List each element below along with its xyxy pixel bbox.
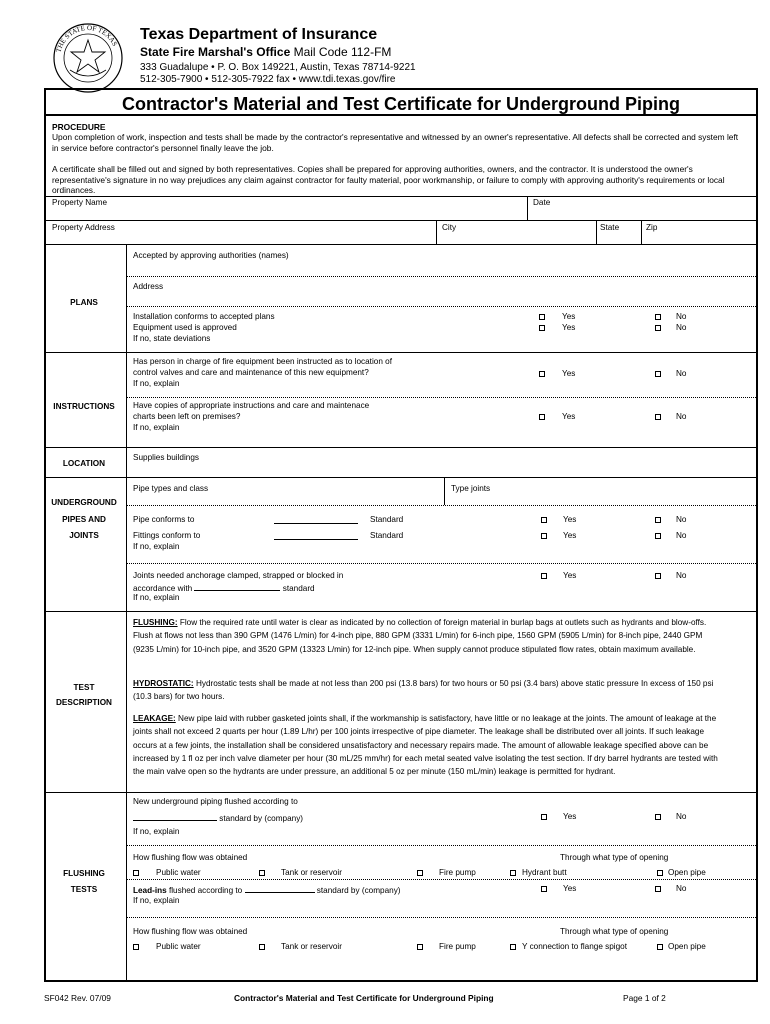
test-label: TEST: [73, 683, 95, 692]
no-label: No: [676, 531, 687, 540]
hydrant-butt-checkbox[interactable]: [510, 870, 516, 876]
open-pipe-label: Open pipe: [668, 868, 706, 877]
how-obtained-label: How flushing flow was obtained: [133, 853, 248, 862]
public-water-label: Public water: [156, 868, 201, 877]
yes-label: Yes: [563, 515, 577, 524]
pipe-types-field[interactable]: Pipe types and class: [133, 484, 209, 493]
hydrant-butt-label: Hydrant butt: [522, 868, 567, 877]
leadins-explain-field[interactable]: If no, explain: [133, 896, 180, 905]
pipe-conforms-yes-checkbox[interactable]: [541, 517, 547, 523]
standard-label: Standard: [370, 531, 404, 540]
fire-pump-label: Fire pump: [439, 868, 476, 877]
state-field[interactable]: State: [600, 223, 620, 232]
leakage-description: LEAKAGE: New pipe laid with rubber gasketed joints shall, if the workmanship is satisfactory, have little or no leakage at the joints. The amount of leakage at the joints shall not exceed 2 quarts per hour (1.89 L/hr) per 100 joints irrespective of pipe diameter. The leakage shall be distributed over all joints. If such leakage occurs at a few joints, the installation shall be considered unsatisfactory and necessary repairs made. The amount of allowable leakage specified above can be increased by 1 fl oz per inch valve diameter per hour (30 mL/25 mm/hr) for each metal seated valve isolating the test section. If dry barrel hydrants are tested with the main valve open so the hydrants are under pressure, an additional 5 oz per minute (150 mL/min) leakage is permitted for hydrant.: [133, 714, 718, 777]
state-deviations-label[interactable]: If no, state deviations: [133, 334, 211, 343]
flushing-label: FLUSHING: [63, 869, 105, 878]
underground-label: UNDERGROUND: [51, 498, 117, 507]
equipment-yes-checkbox[interactable]: [539, 325, 545, 331]
flushing-description: FLUSHING: Flow the required rate until water is clear as indicated by no collection of foreign material in burlap bags at outlets such as hydrants and blow-offs. Flush at flows not less than 390 GPM (1476 L/min) for 4-inch pipe, 880 GPM (3331 L/min) for 6-inch pipe, 1560 GPM (5905 L/min) for 8-inch pipe, 2440 GPM (9235 L/min) for 10-inch pipe, and 3520 GPM (13323 L/min) for 12-inch pipe. When supply cannot produce stipulated flow rates, obtain maximum available.: [133, 618, 707, 654]
zip-field[interactable]: Zip: [646, 223, 658, 232]
no-label: No: [676, 515, 687, 524]
texas-seal-icon: [52, 22, 124, 94]
plans-address-field[interactable]: Address: [133, 282, 164, 291]
description-label: DESCRIPTION: [56, 698, 112, 707]
tests-label: TESTS: [70, 885, 98, 894]
public-water-checkbox[interactable]: [133, 870, 139, 876]
flushed-standard-line: standard by (company): [133, 812, 303, 823]
conforms-no-checkbox[interactable]: [655, 314, 661, 320]
location-label: LOCATION: [62, 459, 106, 468]
plans-label: PLANS: [70, 298, 98, 307]
public-water-checkbox-2[interactable]: [133, 944, 139, 950]
tank-reservoir-checkbox-2[interactable]: [259, 944, 265, 950]
no-label: No: [676, 312, 687, 321]
no-label: No: [676, 412, 687, 421]
through-opening-label-2: Through what type of opening: [560, 927, 669, 936]
open-pipe-checkbox[interactable]: [657, 870, 663, 876]
instructed-yes-checkbox[interactable]: [539, 371, 545, 377]
no-label: No: [676, 369, 687, 378]
address-line: 333 Guadalupe • P. O. Box 149221, Austin, Texas 78714-9221: [140, 62, 416, 73]
joints-explain-field[interactable]: If no, explain: [133, 593, 180, 602]
hydrostatic-description: HYDROSTATIC: Hydrostatic tests shall be made at not less than 200 psi (13.8 bars) for two hours or 50 psi (3.4 bars) above static pressure In excess of 150 psi (10.3 bars) for two hours.: [133, 679, 714, 702]
no-label: No: [676, 571, 687, 580]
leadins-line: Lead-ins flushed according to standard by (company): [133, 886, 401, 895]
yes-label: Yes: [563, 531, 577, 540]
procedure-paragraph-1: Upon completion of work, inspection and tests shall be made by the contractor's representative and witnessed by an owner's representative. All defects shall be corrected and system left in service before contractor's personnel finally leave the job.: [52, 132, 739, 153]
public-water-label-2: Public water: [156, 942, 201, 951]
yes-label: Yes: [562, 369, 576, 378]
property-address-field[interactable]: Property Address: [52, 223, 115, 232]
form-id: SF042 Rev. 07/09: [44, 993, 111, 1003]
charts-yes-checkbox[interactable]: [539, 414, 545, 420]
joints-no-checkbox[interactable]: [655, 573, 661, 579]
pipe-conforms-label: Pipe conforms to: [133, 515, 195, 524]
tank-reservoir-label: Tank or reservoir: [281, 868, 342, 877]
date-field[interactable]: Date: [533, 198, 551, 207]
office-line: State Fire Marshal's Office Mail Code 112-FM: [140, 45, 392, 59]
accordance-line: accordance with standard: [133, 584, 315, 593]
open-pipe-label-2: Open pipe: [668, 942, 706, 951]
pipes-and-label: PIPES AND: [62, 515, 106, 524]
yes-label: Yes: [562, 312, 576, 321]
fire-pump-label-2: Fire pump: [439, 942, 476, 951]
footer-title: Contractor's Material and Test Certificate for Underground Piping: [234, 993, 494, 1003]
procedure-heading: PROCEDURE: [52, 122, 106, 132]
through-opening-label: Through what type of opening: [560, 853, 669, 862]
fittings-conform-label: Fittings conform to: [133, 531, 201, 540]
fittings-yes-checkbox[interactable]: [541, 533, 547, 539]
pipe-conforms-no-checkbox[interactable]: [655, 517, 661, 523]
instructions-label: INSTRUCTIONS: [53, 402, 115, 411]
no-label: No: [676, 812, 687, 821]
yes-label: Yes: [563, 812, 577, 821]
accepted-by-field[interactable]: Accepted by approving authorities (names): [133, 251, 289, 260]
equipment-approved-label: Equipment used is approved: [133, 323, 237, 332]
instruction-explain-1[interactable]: If no, explain: [133, 379, 180, 388]
no-label: No: [676, 884, 687, 893]
instruction-question-1a: Has person in charge of fire equipment been instructed as to location of: [133, 357, 392, 366]
fire-pump-checkbox[interactable]: [417, 870, 423, 876]
leadins-yes-checkbox[interactable]: [541, 886, 547, 892]
svg-text:THE STATE OF TEXAS: THE STATE OF TEXAS: [54, 23, 119, 54]
city-field[interactable]: City: [442, 223, 457, 232]
pipe-conforms-input[interactable]: [274, 523, 358, 524]
yes-label: Yes: [562, 412, 576, 421]
property-name-field[interactable]: Property Name: [52, 198, 108, 207]
joints-label: JOINTS: [69, 531, 99, 540]
supplies-buildings-field[interactable]: Supplies buildings: [133, 453, 199, 462]
department-name: Texas Department of Insurance: [140, 26, 378, 43]
tank-reservoir-label-2: Tank or reservoir: [281, 942, 342, 951]
instructed-no-checkbox[interactable]: [655, 371, 661, 377]
fittings-conform-input[interactable]: [274, 539, 358, 540]
conforms-yes-checkbox[interactable]: [539, 314, 545, 320]
type-joints-field[interactable]: Type joints: [451, 484, 491, 493]
flushed-yes-checkbox[interactable]: [541, 814, 547, 820]
contact-line: 512-305-7900 • 512-305-7922 fax • www.tdi.texas.gov/fire: [140, 74, 396, 85]
yes-label: Yes: [563, 571, 577, 580]
flushed-no-checkbox[interactable]: [655, 814, 661, 820]
y-connection-checkbox[interactable]: [510, 944, 516, 950]
flushed-standard-input[interactable]: [133, 812, 217, 821]
fittings-explain-field[interactable]: If no, explain: [133, 542, 180, 551]
fittings-no-checkbox[interactable]: [655, 533, 661, 539]
open-pipe-checkbox-2[interactable]: [657, 944, 663, 950]
how-obtained-label-2: How flushing flow was obtained: [133, 927, 248, 936]
installation-conforms-label: Installation conforms to accepted plans: [133, 312, 275, 321]
instruction-question-2b: charts been left on premises?: [133, 412, 241, 421]
leadins-no-checkbox[interactable]: [655, 886, 661, 892]
equipment-no-checkbox[interactable]: [655, 325, 661, 331]
no-label: No: [676, 323, 687, 332]
joints-standard-input[interactable]: [194, 582, 280, 591]
instruction-question-1b: control valves and care and maintenance of this new equipment?: [133, 368, 369, 377]
yes-label: Yes: [562, 323, 576, 332]
instruction-explain-2[interactable]: If no, explain: [133, 423, 180, 432]
fire-pump-checkbox-2[interactable]: [417, 944, 423, 950]
joints-yes-checkbox[interactable]: [541, 573, 547, 579]
new-piping-label: New underground piping flushed according to: [133, 797, 298, 806]
leadins-standard-input[interactable]: [245, 884, 315, 893]
instruction-question-2a: Have copies of appropriate instructions and care and maintenace: [133, 401, 370, 410]
y-connection-label: Y connection to flange spigot: [522, 942, 627, 951]
flushed-explain-field[interactable]: If no, explain: [133, 827, 180, 836]
tank-reservoir-checkbox[interactable]: [259, 870, 265, 876]
standard-label: Standard: [370, 515, 404, 524]
charts-no-checkbox[interactable]: [655, 414, 661, 420]
procedure-paragraph-2: A certificate shall be filled out and signed by both representatives. Copies shall be prepared for approving authorities, owners, and the contractor. It is understood the owner's representative's signature in no way prejudices any claim against contractor for faulty material, poor workmanship, or failure to comply with approving authority's requirements or local ordinances.: [52, 164, 725, 195]
yes-label: Yes: [563, 884, 577, 893]
page-number: Page 1 of 2: [623, 993, 666, 1003]
form-title: Contractor's Material and Test Certificate for Underground Piping: [44, 88, 758, 116]
joints-anchorage-label: Joints needed anchorage clamped, strapped or blocked in: [133, 571, 344, 580]
